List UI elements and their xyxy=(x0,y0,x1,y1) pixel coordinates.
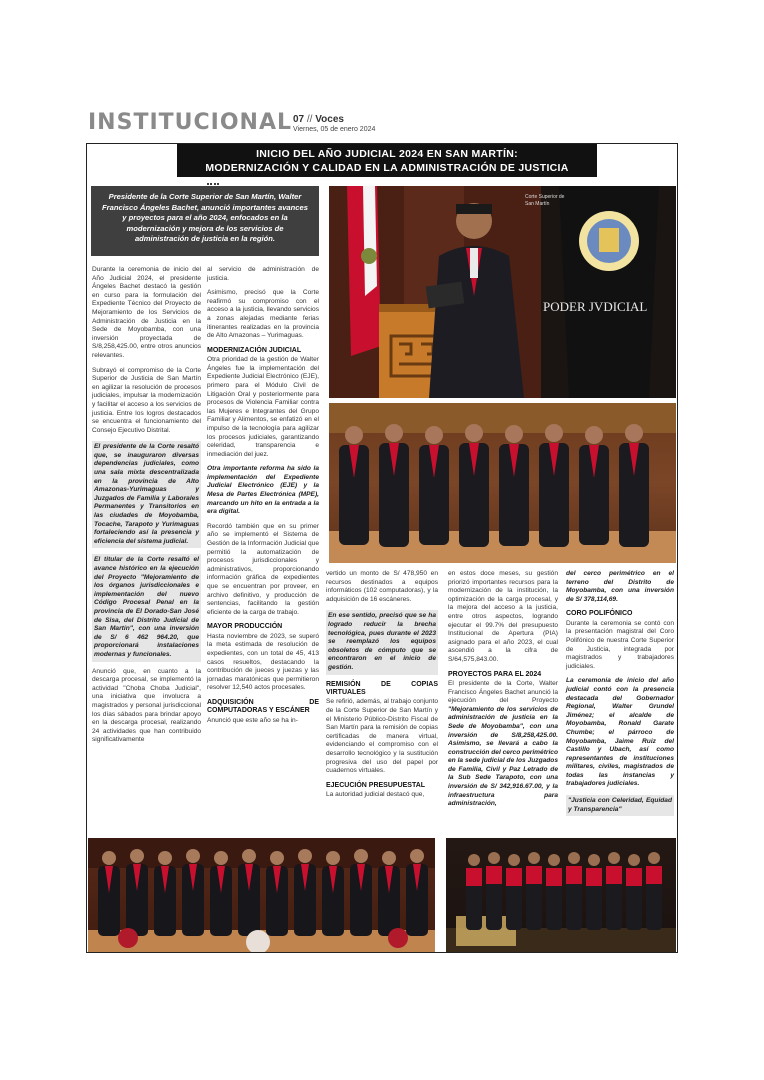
col1-paragraph-3: Anunció que, en cuanto a la descarga procesal, se implementó la actividad "Choba Choba Judicial", una iniciativa que involucra a magistrados y personal jurisdiccional los días sábados para brindar apoyo en la descarga procesal, realizando 24 actividades que han contribuido significativamente xyxy=(92,667,201,744)
col2-paragraph-6: Anunció que este año se ha in- xyxy=(207,716,298,724)
col2-subheading-3: ADQUISICIÓN DE COMPUTADORAS Y ESCÁNER xyxy=(207,698,319,715)
speaker-illustration xyxy=(329,186,676,398)
section-title: INSTITUCIONAL xyxy=(88,110,292,135)
col1-paragraph-1: Durante la ceremonia de inicio del Año Judicial 2024, el presidente Ángeles Bachet destacó la gestión en curso para la formulación del Expediente Técnico del Proyecto de Mejoramiento de los Servicios de Administración de Justicia en la Sede de Moyobamba, con una inversión proyectada de S/8,258,425.00, entre otros anuncios relevantes. xyxy=(92,266,201,359)
issue-date: Viernes, 05 de enero 2024 xyxy=(293,126,376,133)
col1-highlight-1: El presidente de la Corte resaltó que, se inauguraron diversas dependencias judiciales, como una sala mixta descentralizada en la provincia de Alto Amazonas-Yurimaguas y Juzgados de Familia y Laborales Permanentes y Transitorios en las ciudades de Moyobamba, Tocache, Tarapoto y Yurimaguas fortaleciendo así la presencia y eficiencia del sistema judicial. xyxy=(92,441,201,548)
page-number xyxy=(293,114,344,125)
col2-paragraph-2: Asimismo, precisó que la Corte reafirmó su compromiso con el acceso a la justicia, llevando servicios a zonas alejadas mediante ferias itinerantes realizadas en la provincia de Alto Amazonas – Yurimaguas. xyxy=(207,289,319,340)
col2-paragraph-4: Recordó también que en su primer año se implementó el Sistema de Gestión de la Información Judicial que permitió la automatización de procesos jurisdiccionales y administrativos, proporcionando información gráfica de expedientes que se encuentran por proveer, en archivo definitivo, y producción de sentencias, facilitando la gestión eficiente de la carga de trabajo. xyxy=(207,522,319,616)
col3-subheading-2: EJECUCIÓN PRESUPUESTAL xyxy=(326,781,426,789)
col3-paragraph-3: La autoridad judicial destacó que, xyxy=(326,791,425,799)
col5-paragraph-1: Durante la ceremonia se contó con la presentación magistral del Coro Polifónico de nuestra Corte Superior de Justicia, integrada por magistrados y trabajadores judiciales. xyxy=(566,619,674,670)
col1-paragraph-2: Subrayó el compromiso de la Corte Superior de Justicia de San Martín en agilizar la resolución de procesos judiciales, impulsar la modernización y facilitar el acceso a los servicios de justicia. Entre los logros destacados se encuentra el funcionamiento del Consejo Ejecutivo Distrital. xyxy=(92,366,201,434)
col3-highlight-1: En ese sentido, precisó que se ha logrado reducir la brecha tecnológica, pues durante el 2023 se reemplazó los equipos obsoletos de cómputo que se encontraron en el inicio de gestión. xyxy=(326,610,438,674)
col4-paragraph-2 xyxy=(448,680,558,809)
publication-name: Voces xyxy=(315,114,344,125)
article-column-1 xyxy=(92,266,201,751)
col5-subheading-1: CORO POLIFÓNICO xyxy=(566,610,633,618)
photo-magistrates-group xyxy=(329,403,676,563)
magistrates-illustration xyxy=(329,403,676,563)
col2-subheading-1: MODERNIZACIÓN JUDICIAL xyxy=(207,346,302,354)
headline-line-1: INICIO DEL AÑO JUDICIAL 2024 EN SAN MARTÍN: xyxy=(256,148,518,160)
col4-highlight-1: "Mejoramiento de los servicios de administración de justicia en la Sede de Moyobamba", con una inversión de S/8,258,425.00. Asimismo, se llevará a cabo la construcción del cerco perimétrico en la sede judicial de los Juzgados de Familia, Civil y Paz Letrado de la Sub Sede Tarapoto, con una inversión de S/ 342,916.67.00, y la infraestructura para administración, xyxy=(448,705,558,808)
article-column-5 xyxy=(566,570,674,822)
col2-paragraph-3: Otra prioridad de la gestión de Walter Ángeles fue la implementación del Expediente Judicial Electrónico (EJE), primero para el Módulo Civil de Litigación Oral y posteriormente para procesos de Violencia Familiar contra las Mujeres e Integrantes del Grupo Familiar y Alimentos, se enfatizó en el impulso de la tecnología para agilizar los procesos judiciales, garantizando celeridad, transparencia e inmediación del juez. xyxy=(207,356,319,458)
photo-speaker-podium xyxy=(329,186,676,398)
choir-illustration xyxy=(446,838,676,952)
court-sign-text-1: Corte Superior de xyxy=(525,194,565,200)
page-number-value: 07 xyxy=(293,114,305,125)
page-header xyxy=(88,110,678,140)
lead-summary: Presidente de la Corte Superior de San Martín, Walter Francisco Ángeles Bachet, anunció importantes avances y proyectos para el año 2024, enfocados en la modernización y mejora de los servicios de administración de justicia en la región. xyxy=(91,186,319,256)
article-column-3 xyxy=(326,570,438,806)
col2-paragraph-1: al servicio de administración de justicia. xyxy=(207,266,319,282)
col2-highlight-1: Otra importante reforma ha sido la implementación del Expediente Judicial Electrónico (EJE) y la Mesa de Partes Electrónica (MPE), marcando un hito en la entrada a la era digital. xyxy=(207,465,319,516)
col3-paragraph-1: vertido un monto de S/ 478,950 en recursos destinados a equipos informáticos (102 computadoras), y la adquisición de 16 escáneres. xyxy=(326,570,438,603)
col3-subheading-1: REMISIÓN DE COPIAS VIRTUALES xyxy=(326,680,438,696)
col2-subheading-2: MAYOR PRODUCCIÓN xyxy=(207,623,283,631)
article-column-2 xyxy=(207,266,319,731)
col1-highlight-2: El titular de la Corte resaltó el avance histórico en la ejecución del Proyecto "Mejoramiento de los órganos jurisdiccionales e implementación del nuevo Código Procesal Penal en la provincia de El Dorado-San José de Sisa, del Distrito Judicial de San Martín", con una inversión de S/ 6 462 964.20, que proporcionará instalaciones modernas y funcionales. xyxy=(92,554,201,661)
headline-line-2: MODERNIZACIÓN Y CALIDAD EN LA ADMINISTRACIÓN DE JUSTICIA xyxy=(205,162,569,174)
authorities-illustration xyxy=(88,838,435,952)
poder-judicial-text: PODER JVDICIAL xyxy=(543,299,648,314)
article-headline xyxy=(177,144,597,177)
photo-polyphonic-choir xyxy=(446,838,676,952)
col5-highlight-2: La ceremonia de inicio del año judicial contó con la presencia destacada del Gobernador Regional, Walter Grundel Jiménez; el alcalde de Moyobamba, Ronald Garate Chumbe; el párroco de Moyobamba, Jaime Ruiz del Castillo y Ubach, así como representantes de instituciones militares, civiles, magistrados de todas las instancias y trabajadores judiciales. xyxy=(566,677,674,788)
col4-subheading-1: PROYECTOS PARA EL 2024 xyxy=(448,670,542,678)
col4-paragraph-1: en estos doce meses, su gestión priorizó importantes recursos para la modernización de la institución, la optimización de la carga procesal, y la mejora del acceso a la justicia, entre otros aspectos, logrando ejecutar el 99.7% del presupuesto Institucional de Apertura (PIA) asignado para el año 2023, el cual ascendió a la cifra de S/64,575,843.00. xyxy=(448,570,558,663)
photo-authorities-group xyxy=(88,838,435,952)
article-column-4 xyxy=(448,570,558,815)
col2-paragraph-5: Hasta noviembre de 2023, se superó la meta estimada de resolución de expedientes, con un total de 45, 413 casos resueltos, destacando la contribución de jueces y juezas y las jornadas maratónicas que permitieron resolver 12,540 actos procesales. xyxy=(207,632,319,692)
col5-motto: "Justicia con Celeridad, Equidad y Transparencia" xyxy=(566,795,674,816)
page-separator: // xyxy=(306,114,313,125)
court-sign-text-2: San Martín xyxy=(525,201,550,207)
col4-paragraph-2-text: El presidente de la Corte, Walter Francisco Ángeles Bachet anunció la ejecución del Proyecto xyxy=(448,679,558,705)
col5-highlight-1: del cerco perimétrico en el terreno del Distrito de Moyobamba, con una inversión de S/ 378,114,69. xyxy=(566,570,674,603)
col3-paragraph-2: Se refirió, además, al trabajo conjunto de la Corte Superior de San Martín y el Ministerio Público-Distrito Fiscal de San Martín para la remisión de copias certificadas de manera virtual, evidenciando el compromiso con el desarrollo tecnológico y la sustitución progresiva del uso del papel por cuadernos virtuales. xyxy=(326,698,438,775)
